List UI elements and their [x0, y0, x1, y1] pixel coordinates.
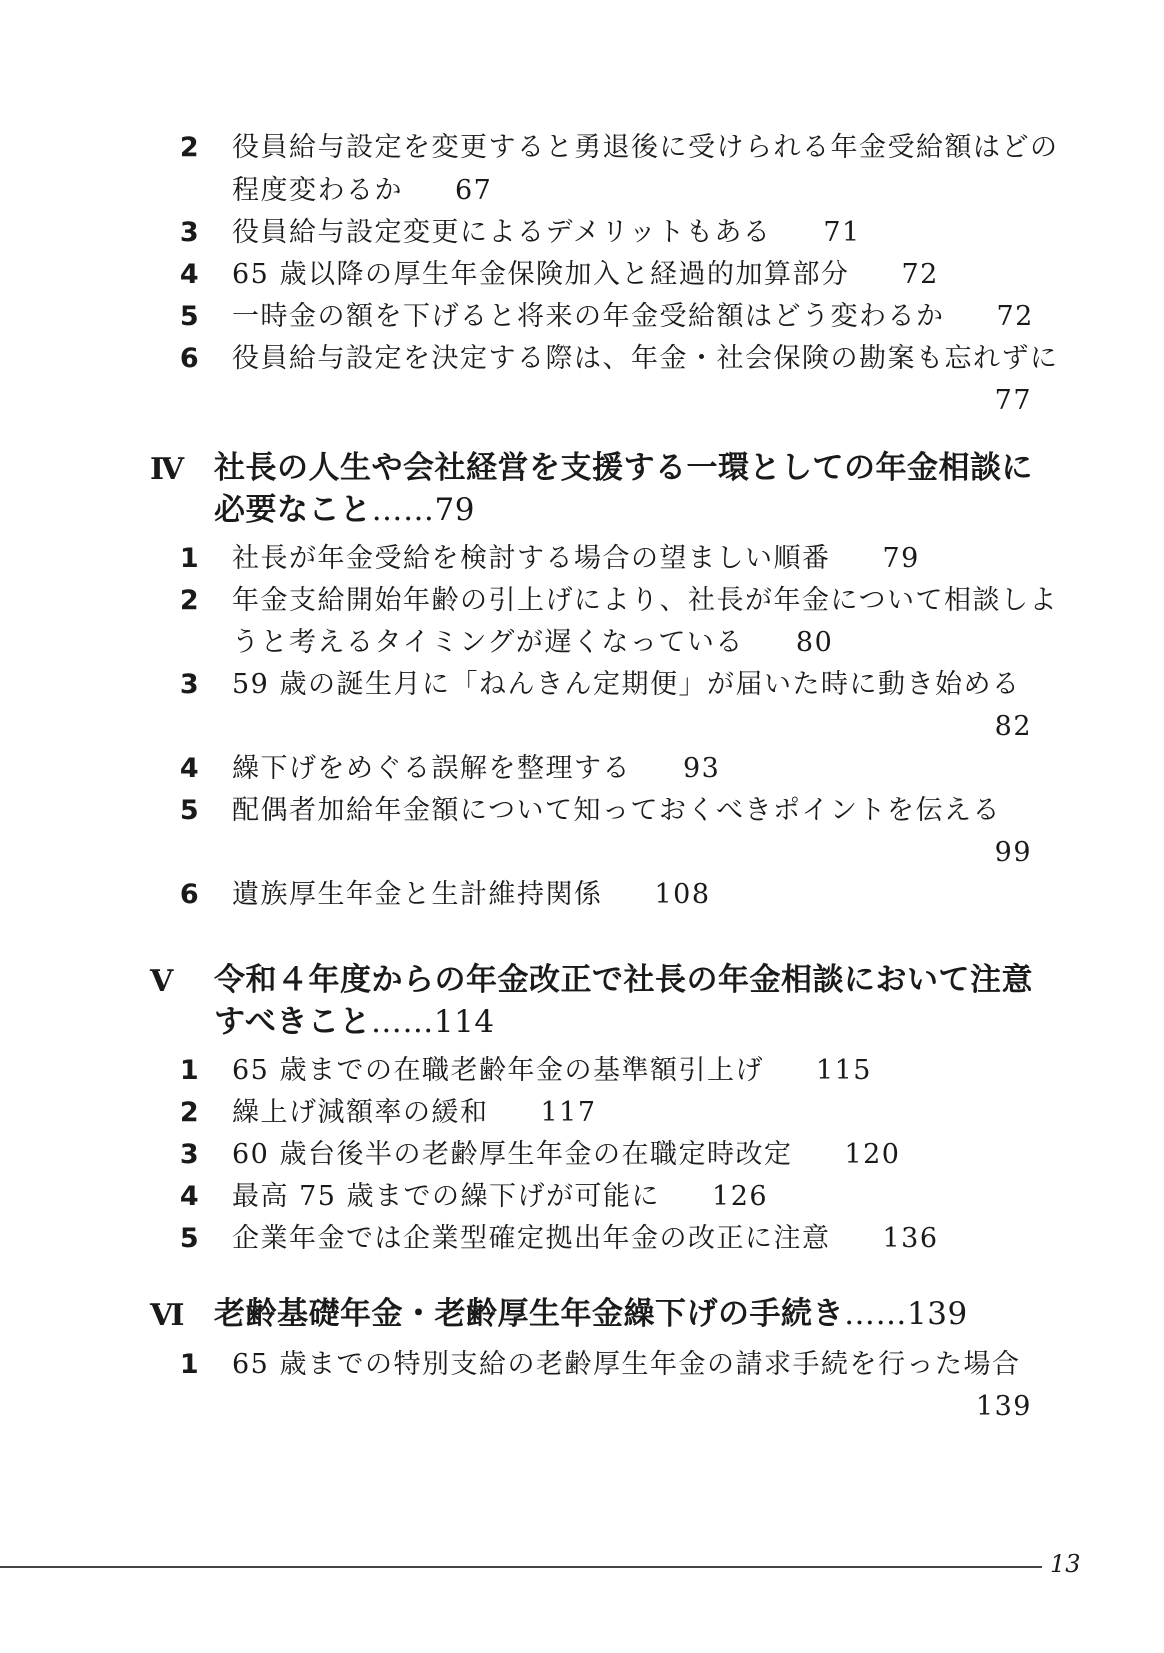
item-page: 67 — [455, 175, 493, 206]
item-number: 5 — [179, 795, 201, 826]
item-title: うと考えるタイミングが遅くなっている — [232, 627, 744, 658]
item-page: 79 — [882, 543, 920, 574]
heading-page: 114 — [433, 1004, 495, 1040]
item-number: 5 — [179, 301, 201, 332]
item-page: 108 — [654, 879, 711, 910]
item-number: 4 — [179, 753, 201, 784]
section-heading-continuation[interactable]: 必要なこと……79 — [214, 492, 475, 528]
item-title: 遺族厚生年金と生計維持関係 — [232, 879, 603, 910]
item-title: 程度変わるか — [232, 175, 403, 206]
item-number: 3 — [179, 1139, 201, 1170]
heading-dots: …… — [844, 1296, 907, 1332]
heading-dots: …… — [371, 492, 435, 528]
item-page: 72 — [996, 301, 1034, 332]
item-number: 1 — [179, 1055, 201, 1086]
item-number: 1 — [179, 543, 201, 574]
item-page: 136 — [882, 1223, 939, 1254]
item-number: 6 — [179, 343, 201, 374]
item-number: 1 — [179, 1349, 201, 1380]
item-page: 126 — [712, 1181, 769, 1212]
section-roman-numeral: Ⅳ — [150, 452, 183, 487]
item-title: 65 歳までの特別支給の老齢厚生年金の請求手続を行った場合 — [232, 1349, 1021, 1380]
item-title: 企業年金では企業型確定拠出年金の改正に注意 — [232, 1223, 831, 1254]
item-page: 115 — [815, 1055, 872, 1086]
item-page: 71 — [823, 217, 861, 248]
section-roman-numeral: Ⅵ — [150, 1298, 183, 1333]
item-title: 65 歳までの在職老齢年金の基準額引上げ — [232, 1055, 764, 1086]
item-number: 2 — [179, 585, 201, 616]
item-number: 3 — [179, 669, 201, 700]
item-title: 役員給与設定を変更すると勇退後に受けられる年金受給額はどの — [232, 132, 1059, 163]
item-title: 役員給与設定を決定する際は、年金・社会保険の勘案も忘れずに — [232, 343, 1059, 374]
item-title: 年金支給開始年齢の引上げにより、社長が年金について相談しよ — [232, 585, 1058, 616]
item-title: 繰下げをめぐる誤解を整理する — [232, 753, 631, 784]
item-page: 82 — [994, 711, 1032, 742]
item-page: 77 — [994, 385, 1032, 416]
section-roman-numeral: Ⅴ — [150, 964, 172, 999]
item-page: 117 — [540, 1097, 597, 1128]
heading-dots: …… — [370, 1004, 434, 1040]
item-page: 80 — [795, 627, 834, 658]
heading-page: 79 — [434, 492, 475, 528]
item-number: 2 — [179, 132, 201, 163]
section-heading[interactable]: 社長の人生や会社経営を支援する一環としての年金相談に — [214, 450, 1033, 486]
section-heading[interactable]: 老齢基礎年金・老齢厚生年金繰下げの手続き……139 — [214, 1296, 968, 1332]
item-title: 65 歳以降の厚生年金保険加入と経過的加算部分 — [232, 259, 850, 290]
item-page: 139 — [975, 1391, 1032, 1422]
item-number: 4 — [179, 1181, 201, 1212]
section-heading[interactable]: 令和４年度からの年金改正で社長の年金相談において注意 — [214, 962, 1033, 998]
item-number: 5 — [179, 1223, 201, 1254]
section-heading-continuation[interactable]: すべきこと……114 — [214, 1004, 495, 1040]
item-title: 社長が年金受給を検討する場合の望ましい順番 — [232, 543, 831, 574]
item-page: 72 — [901, 259, 939, 290]
item-number: 2 — [179, 1097, 201, 1128]
item-title: 配偶者加給年金額について知っておくべきポイントを伝える — [232, 795, 1001, 826]
item-page: 120 — [844, 1139, 901, 1170]
item-title: 59 歳の誕生月に「ねんきん定期便」が届いた時に動き始める — [232, 669, 1021, 700]
item-title: 60 歳台後半の老齢厚生年金の在職定時改定 — [232, 1139, 793, 1170]
item-number: 6 — [179, 879, 201, 910]
item-title: 一時金の額を下げると将来の年金受給額はどう変わるか — [232, 301, 945, 332]
item-title: 繰上げ減額率の緩和 — [232, 1097, 489, 1128]
item-title: 役員給与設定変更によるデメリットもある — [232, 217, 772, 248]
item-page: 99 — [994, 837, 1032, 868]
item-title: 最高 75 歳までの繰下げが可能に — [232, 1181, 661, 1212]
item-number: 4 — [179, 259, 201, 290]
heading-page: 139 — [907, 1296, 968, 1332]
page-number: 13 — [1050, 1550, 1081, 1578]
item-page: 93 — [683, 753, 721, 784]
footer-rule — [0, 1566, 1042, 1568]
item-number: 3 — [179, 217, 201, 248]
